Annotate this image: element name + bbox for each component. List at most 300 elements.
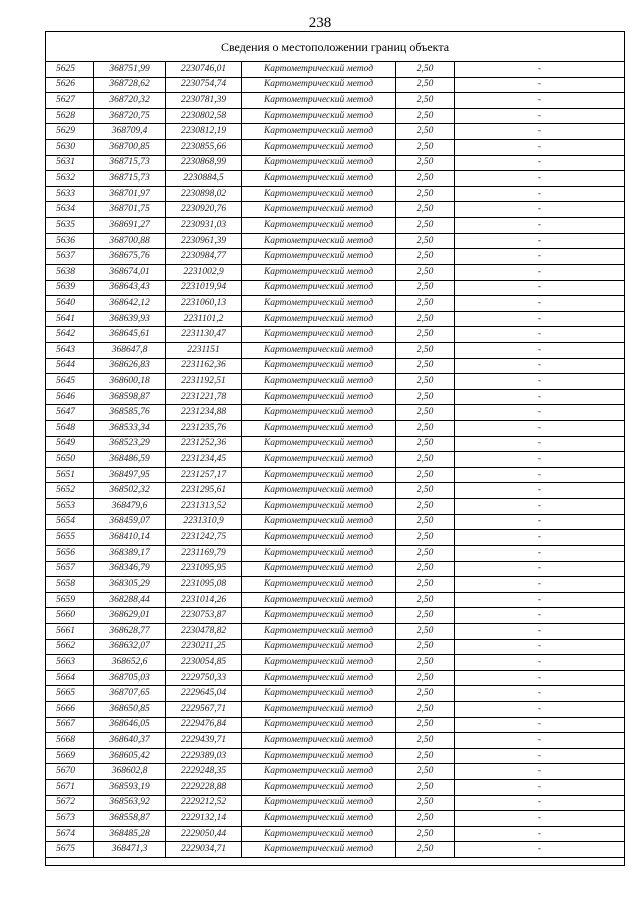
accuracy-cell: 2,50 (396, 421, 455, 437)
table-row (46, 530, 625, 546)
point-number-cell: 5632 (46, 171, 94, 187)
x-coordinate-cell: 368486,59 (94, 452, 166, 468)
accuracy-cell: 2,50 (396, 467, 455, 483)
method-cell: Картометрический метод (242, 639, 396, 655)
description-cell: - (455, 342, 625, 358)
table-row (46, 623, 625, 639)
table-row (46, 77, 625, 93)
point-number-cell: 5661 (46, 623, 94, 639)
y-coordinate-cell: 2229750,33 (166, 670, 242, 686)
description-cell: - (455, 421, 625, 437)
accuracy-cell: 2,50 (396, 623, 455, 639)
method-cell: Картометрический метод (242, 780, 396, 796)
method-cell: Картометрический метод (242, 202, 396, 218)
table-row (46, 608, 625, 624)
y-coordinate-cell: 2230781,39 (166, 93, 242, 109)
point-number-cell: 5664 (46, 670, 94, 686)
y-coordinate-cell: 2230855,66 (166, 140, 242, 156)
method-cell: Картометрический метод (242, 421, 396, 437)
description-cell: - (455, 202, 625, 218)
y-coordinate-cell: 2231101,2 (166, 311, 242, 327)
accuracy-cell: 2,50 (396, 780, 455, 796)
x-coordinate-cell: 368715,73 (94, 155, 166, 171)
point-number-cell: 5635 (46, 218, 94, 234)
x-coordinate-cell: 368640,37 (94, 733, 166, 749)
x-coordinate-cell: 368652,6 (94, 655, 166, 671)
table-row (46, 639, 625, 655)
method-cell: Картометрический метод (242, 499, 396, 515)
y-coordinate-cell: 2230812,19 (166, 124, 242, 140)
method-cell: Картометрический метод (242, 686, 396, 702)
accuracy-cell: 2,50 (396, 296, 455, 312)
x-coordinate-cell: 368346,79 (94, 561, 166, 577)
table-row (46, 296, 625, 312)
description-cell: - (455, 780, 625, 796)
description-cell: - (455, 842, 625, 858)
table-row (46, 140, 625, 156)
accuracy-cell: 2,50 (396, 452, 455, 468)
method-cell: Картометрический метод (242, 93, 396, 109)
boundary-table-frame (45, 31, 625, 866)
description-cell: - (455, 499, 625, 515)
y-coordinate-cell: 2231221,78 (166, 389, 242, 405)
accuracy-cell: 2,50 (396, 577, 455, 593)
accuracy-cell: 2,50 (396, 733, 455, 749)
y-coordinate-cell: 2231234,88 (166, 405, 242, 421)
point-number-cell: 5642 (46, 327, 94, 343)
x-coordinate-cell: 368626,83 (94, 358, 166, 374)
table-row (46, 171, 625, 187)
table-row (46, 701, 625, 717)
table-row (46, 280, 625, 296)
point-number-cell: 5654 (46, 514, 94, 530)
description-cell: - (455, 264, 625, 280)
method-cell: Картометрический метод (242, 233, 396, 249)
accuracy-cell: 2,50 (396, 171, 455, 187)
method-cell: Картометрический метод (242, 155, 396, 171)
table-row (46, 108, 625, 124)
method-cell: Картометрический метод (242, 748, 396, 764)
x-coordinate-cell: 368585,76 (94, 405, 166, 421)
description-cell: - (455, 311, 625, 327)
x-coordinate-cell: 368720,32 (94, 93, 166, 109)
x-coordinate-cell: 368598,87 (94, 389, 166, 405)
method-cell: Картометрический метод (242, 280, 396, 296)
accuracy-cell: 2,50 (396, 264, 455, 280)
y-coordinate-cell: 2230961,39 (166, 233, 242, 249)
y-coordinate-cell: 2229389,03 (166, 748, 242, 764)
description-cell: - (455, 218, 625, 234)
point-number-cell: 5675 (46, 842, 94, 858)
accuracy-cell: 2,50 (396, 155, 455, 171)
method-cell: Картометрический метод (242, 296, 396, 312)
method-cell: Картометрический метод (242, 452, 396, 468)
point-number-cell: 5674 (46, 826, 94, 842)
description-cell: - (455, 452, 625, 468)
x-coordinate-cell: 368485,28 (94, 826, 166, 842)
description-cell: - (455, 530, 625, 546)
description-cell: - (455, 280, 625, 296)
accuracy-cell: 2,50 (396, 108, 455, 124)
y-coordinate-cell: 2231019,94 (166, 280, 242, 296)
accuracy-cell: 2,50 (396, 93, 455, 109)
x-coordinate-cell: 368700,85 (94, 140, 166, 156)
x-coordinate-cell: 368629,01 (94, 608, 166, 624)
method-cell: Картометрический метод (242, 140, 396, 156)
y-coordinate-cell: 2230984,77 (166, 249, 242, 265)
method-cell: Картометрический метод (242, 405, 396, 421)
point-number-cell: 5628 (46, 108, 94, 124)
point-number-cell: 5659 (46, 592, 94, 608)
description-cell: - (455, 514, 625, 530)
y-coordinate-cell: 2231151 (166, 342, 242, 358)
description-cell: - (455, 811, 625, 827)
accuracy-cell: 2,50 (396, 499, 455, 515)
accuracy-cell: 2,50 (396, 280, 455, 296)
description-cell: - (455, 140, 625, 156)
description-cell: - (455, 436, 625, 452)
accuracy-cell: 2,50 (396, 358, 455, 374)
accuracy-cell: 2,50 (396, 483, 455, 499)
method-cell: Картометрический метод (242, 389, 396, 405)
y-coordinate-cell: 2230920,76 (166, 202, 242, 218)
table-row (46, 764, 625, 780)
x-coordinate-cell: 368642,12 (94, 296, 166, 312)
description-cell: - (455, 545, 625, 561)
description-cell: - (455, 608, 625, 624)
method-cell: Картометрический метод (242, 514, 396, 530)
y-coordinate-cell: 2230478,82 (166, 623, 242, 639)
x-coordinate-cell: 368502,32 (94, 483, 166, 499)
method-cell: Картометрический метод (242, 592, 396, 608)
table-row (46, 374, 625, 390)
point-number-cell: 5672 (46, 795, 94, 811)
y-coordinate-cell: 2231192,51 (166, 374, 242, 390)
y-coordinate-cell: 2231234,45 (166, 452, 242, 468)
description-cell: - (455, 592, 625, 608)
table-row (46, 124, 625, 140)
x-coordinate-cell: 368700,88 (94, 233, 166, 249)
table-row (46, 514, 625, 530)
y-coordinate-cell: 2231014,26 (166, 592, 242, 608)
method-cell: Картометрический метод (242, 842, 396, 858)
accuracy-cell: 2,50 (396, 530, 455, 546)
method-cell: Картометрический метод (242, 342, 396, 358)
table-row (46, 577, 625, 593)
method-cell: Картометрический метод (242, 108, 396, 124)
method-cell: Картометрический метод (242, 124, 396, 140)
y-coordinate-cell: 2229476,84 (166, 717, 242, 733)
accuracy-cell: 2,50 (396, 249, 455, 265)
y-coordinate-cell: 2230884,5 (166, 171, 242, 187)
y-coordinate-cell: 2231060,13 (166, 296, 242, 312)
description-cell: - (455, 296, 625, 312)
description-cell: - (455, 686, 625, 702)
point-number-cell: 5668 (46, 733, 94, 749)
x-coordinate-cell: 368605,42 (94, 748, 166, 764)
y-coordinate-cell: 2231130,47 (166, 327, 242, 343)
point-number-cell: 5644 (46, 358, 94, 374)
accuracy-cell: 2,50 (396, 436, 455, 452)
accuracy-cell: 2,50 (396, 717, 455, 733)
accuracy-cell: 2,50 (396, 311, 455, 327)
accuracy-cell: 2,50 (396, 764, 455, 780)
x-coordinate-cell: 368701,75 (94, 202, 166, 218)
table-row (46, 686, 625, 702)
table-row (46, 780, 625, 796)
point-number-cell: 5634 (46, 202, 94, 218)
table-row (46, 842, 625, 858)
description-cell: - (455, 93, 625, 109)
x-coordinate-cell: 368707,65 (94, 686, 166, 702)
point-number-cell: 5671 (46, 780, 94, 796)
page-number: 238 (308, 15, 332, 31)
table-row (46, 311, 625, 327)
x-coordinate-cell: 368675,76 (94, 249, 166, 265)
description-cell: - (455, 389, 625, 405)
x-coordinate-cell: 368389,17 (94, 545, 166, 561)
point-number-cell: 5650 (46, 452, 94, 468)
description-cell: - (455, 764, 625, 780)
point-number-cell: 5629 (46, 124, 94, 140)
point-number-cell: 5638 (46, 264, 94, 280)
method-cell: Картометрический метод (242, 327, 396, 343)
accuracy-cell: 2,50 (396, 186, 455, 202)
description-cell: - (455, 733, 625, 749)
table-row (46, 826, 625, 842)
point-number-cell: 5647 (46, 405, 94, 421)
point-number-cell: 5670 (46, 764, 94, 780)
point-number-cell: 5648 (46, 421, 94, 437)
table-row (46, 748, 625, 764)
table-row (46, 592, 625, 608)
description-cell: - (455, 826, 625, 842)
accuracy-cell: 2,50 (396, 795, 455, 811)
method-cell: Картометрический метод (242, 249, 396, 265)
point-number-cell: 5662 (46, 639, 94, 655)
accuracy-cell: 2,50 (396, 218, 455, 234)
point-number-cell: 5649 (46, 436, 94, 452)
table-row (46, 62, 625, 77)
accuracy-cell: 2,50 (396, 374, 455, 390)
point-number-cell: 5643 (46, 342, 94, 358)
y-coordinate-cell: 2231252,36 (166, 436, 242, 452)
table-row (46, 233, 625, 249)
y-coordinate-cell: 2229567,71 (166, 701, 242, 717)
x-coordinate-cell: 368410,14 (94, 530, 166, 546)
point-number-cell: 5663 (46, 655, 94, 671)
x-coordinate-cell: 368650,85 (94, 701, 166, 717)
point-number-cell: 5639 (46, 280, 94, 296)
accuracy-cell: 2,50 (396, 826, 455, 842)
method-cell: Картометрический метод (242, 62, 396, 77)
method-cell: Картометрический метод (242, 77, 396, 93)
point-number-cell: 5645 (46, 374, 94, 390)
accuracy-cell: 2,50 (396, 686, 455, 702)
method-cell: Картометрический метод (242, 171, 396, 187)
description-cell: - (455, 374, 625, 390)
x-coordinate-cell: 368645,61 (94, 327, 166, 343)
description-cell: - (455, 124, 625, 140)
x-coordinate-cell: 368715,73 (94, 171, 166, 187)
table-row (46, 421, 625, 437)
accuracy-cell: 2,50 (396, 77, 455, 93)
point-number-cell: 5631 (46, 155, 94, 171)
accuracy-cell: 2,50 (396, 811, 455, 827)
y-coordinate-cell: 2230868,99 (166, 155, 242, 171)
point-number-cell: 5626 (46, 77, 94, 93)
table-row (46, 218, 625, 234)
x-coordinate-cell: 368288,44 (94, 592, 166, 608)
description-cell: - (455, 233, 625, 249)
description-cell: - (455, 467, 625, 483)
table-row (46, 811, 625, 827)
x-coordinate-cell: 368602,8 (94, 764, 166, 780)
y-coordinate-cell: 2229645,04 (166, 686, 242, 702)
x-coordinate-cell: 368632,07 (94, 639, 166, 655)
point-number-cell: 5627 (46, 93, 94, 109)
table-row (46, 733, 625, 749)
y-coordinate-cell: 2229212,52 (166, 795, 242, 811)
point-number-cell: 5660 (46, 608, 94, 624)
description-cell: - (455, 327, 625, 343)
method-cell: Картометрический метод (242, 608, 396, 624)
accuracy-cell: 2,50 (396, 124, 455, 140)
point-number-cell: 5655 (46, 530, 94, 546)
point-number-cell: 5646 (46, 389, 94, 405)
method-cell: Картометрический метод (242, 764, 396, 780)
description-cell: - (455, 77, 625, 93)
y-coordinate-cell: 2231095,08 (166, 577, 242, 593)
method-cell: Картометрический метод (242, 577, 396, 593)
y-coordinate-cell: 2231095,95 (166, 561, 242, 577)
description-cell: - (455, 717, 625, 733)
x-coordinate-cell: 368471,3 (94, 842, 166, 858)
accuracy-cell: 2,50 (396, 140, 455, 156)
point-number-cell: 5666 (46, 701, 94, 717)
table-row (46, 264, 625, 280)
method-cell: Картометрический метод (242, 436, 396, 452)
description-cell: - (455, 577, 625, 593)
y-coordinate-cell: 2231162,36 (166, 358, 242, 374)
y-coordinate-cell: 2231235,76 (166, 421, 242, 437)
table-row (46, 202, 625, 218)
table-row (46, 499, 625, 515)
y-coordinate-cell: 2231257,17 (166, 467, 242, 483)
x-coordinate-cell: 368647,8 (94, 342, 166, 358)
description-cell: - (455, 561, 625, 577)
accuracy-cell: 2,50 (396, 639, 455, 655)
method-cell: Картометрический метод (242, 826, 396, 842)
accuracy-cell: 2,50 (396, 62, 455, 77)
x-coordinate-cell: 368751,99 (94, 62, 166, 77)
x-coordinate-cell: 368533,34 (94, 421, 166, 437)
x-coordinate-cell: 368691,27 (94, 218, 166, 234)
y-coordinate-cell: 2231002,9 (166, 264, 242, 280)
description-cell: - (455, 639, 625, 655)
table-row (46, 155, 625, 171)
table-row (46, 358, 625, 374)
point-number-cell: 5640 (46, 296, 94, 312)
description-cell: - (455, 701, 625, 717)
method-cell: Картометрический метод (242, 374, 396, 390)
method-cell: Картометрический метод (242, 483, 396, 499)
point-number-cell: 5630 (46, 140, 94, 156)
table-row (46, 717, 625, 733)
method-cell: Картометрический метод (242, 530, 396, 546)
x-coordinate-cell: 368558,87 (94, 811, 166, 827)
method-cell: Картометрический метод (242, 311, 396, 327)
table-row (46, 467, 625, 483)
table-row (46, 452, 625, 468)
accuracy-cell: 2,50 (396, 655, 455, 671)
description-cell: - (455, 186, 625, 202)
point-number-cell: 5625 (46, 62, 94, 77)
x-coordinate-cell: 368628,77 (94, 623, 166, 639)
method-cell: Картометрический метод (242, 623, 396, 639)
table-row (46, 436, 625, 452)
y-coordinate-cell: 2230931,03 (166, 218, 242, 234)
y-coordinate-cell: 2230746,01 (166, 62, 242, 77)
description-cell: - (455, 483, 625, 499)
method-cell: Картометрический метод (242, 358, 396, 374)
x-coordinate-cell: 368593,19 (94, 780, 166, 796)
table-row (46, 342, 625, 358)
y-coordinate-cell: 2231310,9 (166, 514, 242, 530)
x-coordinate-cell: 368709,4 (94, 124, 166, 140)
accuracy-cell: 2,50 (396, 561, 455, 577)
y-coordinate-cell: 2230898,02 (166, 186, 242, 202)
method-cell: Картометрический метод (242, 717, 396, 733)
description-cell: - (455, 62, 625, 77)
table-title: Сведения о местоположении границ объекта (46, 32, 624, 62)
x-coordinate-cell: 368497,95 (94, 467, 166, 483)
y-coordinate-cell: 2229132,14 (166, 811, 242, 827)
method-cell: Картометрический метод (242, 811, 396, 827)
point-number-cell: 5667 (46, 717, 94, 733)
method-cell: Картометрический метод (242, 733, 396, 749)
method-cell: Картометрический метод (242, 670, 396, 686)
table-row (46, 389, 625, 405)
y-coordinate-cell: 2229050,44 (166, 826, 242, 842)
description-cell: - (455, 670, 625, 686)
x-coordinate-cell: 368523,29 (94, 436, 166, 452)
point-number-cell: 5669 (46, 748, 94, 764)
x-coordinate-cell: 368701,97 (94, 186, 166, 202)
x-coordinate-cell: 368705,03 (94, 670, 166, 686)
point-number-cell: 5637 (46, 249, 94, 265)
accuracy-cell: 2,50 (396, 233, 455, 249)
table-row (46, 483, 625, 499)
description-cell: - (455, 655, 625, 671)
point-number-cell: 5653 (46, 499, 94, 515)
method-cell: Картометрический метод (242, 264, 396, 280)
y-coordinate-cell: 2230753,87 (166, 608, 242, 624)
method-cell: Картометрический метод (242, 545, 396, 561)
x-coordinate-cell: 368600,18 (94, 374, 166, 390)
point-number-cell: 5651 (46, 467, 94, 483)
y-coordinate-cell: 2229034,71 (166, 842, 242, 858)
x-coordinate-cell: 368479,6 (94, 499, 166, 515)
point-number-cell: 5665 (46, 686, 94, 702)
description-cell: - (455, 623, 625, 639)
y-coordinate-cell: 2230211,25 (166, 639, 242, 655)
description-cell: - (455, 171, 625, 187)
accuracy-cell: 2,50 (396, 545, 455, 561)
point-number-cell: 5673 (46, 811, 94, 827)
table-row (46, 545, 625, 561)
method-cell: Картометрический метод (242, 186, 396, 202)
